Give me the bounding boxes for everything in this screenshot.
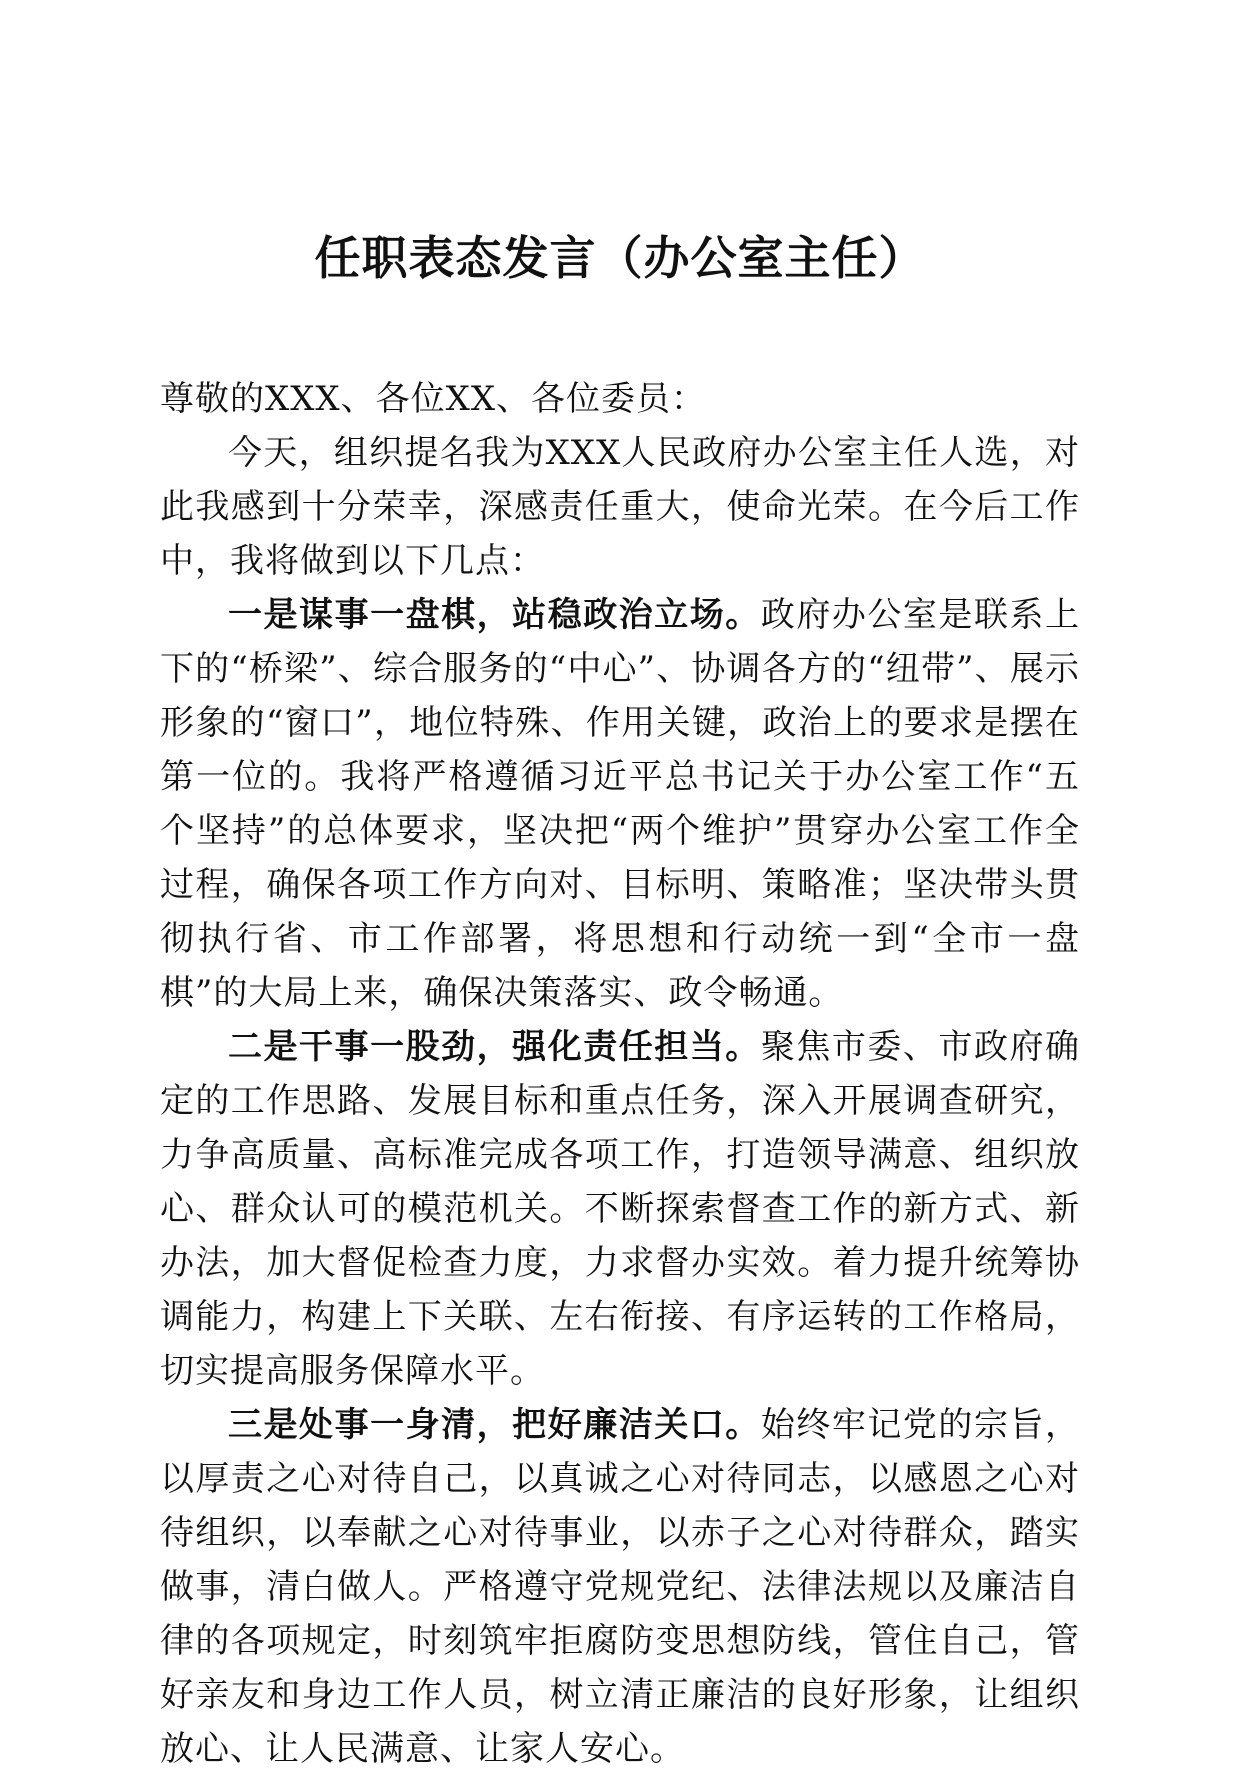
intro-paragraph: 今天，组织提名我为XXX人民政府办公室主任人选，对此我感到十分荣幸，深感责任重大，使命光荣。在今后工作中，我将做到以下几点：: [160, 433, 1080, 581]
point-text-1: 政府办公室是联系上下的“桥梁”、综合服务的“中心”、协调各方的“纽带”、展示形象的“窗口”，地位特殊、作用关键，政治上的要求是摆在第一位的。我将严格遵循习近平总书记关于办公室工作“五个坚持”的总体要求，坚决把“两个维护”贯穿办公室工作全过程，确保各项工作方向对、目标明、策略准；坚决带头贯彻执行省、市工作部署，将思想和行动统一到“全市一盘棋”的大局上来，确保决策落实、政令畅通。: [160, 595, 1081, 1013]
point-lead-1: 一是谋事一盘棋，站稳政治立场。: [228, 595, 761, 635]
point-lead-2: 二是干事一股劲，强化责任担当。: [228, 1027, 761, 1067]
point-paragraph-2: [160, 1020, 1080, 1398]
point-text-3: 始终牢记党的宗旨，以厚责之心对待自己，以真诚之心对待同志，以感恩之心对待组织，以奉献之心对待事业，以赤子之心对待群众，踏实做事，清白做人。严格遵守党规党纪、法律法规以及廉洁自律的各项规定，时刻筑牢拒腐防变思想防线，管住自己，管好亲友和身边工作人员，树立清正廉洁的良好形象，让组织放心、让人民满意、让家人安心。: [160, 1405, 1081, 1769]
point-lead-3: 三是处事一身清，把好廉洁关口。: [228, 1405, 761, 1445]
point-paragraph-1: [160, 588, 1080, 1020]
salutation: 尊敬的XXX、各位XX、各位委员：: [160, 379, 707, 419]
point-paragraph-3: [160, 1398, 1080, 1776]
document-body: [160, 372, 1080, 1776]
point-text-2: 聚焦市委、市政府确定的工作思路、发展目标和重点任务，深入开展调查研究，力争高质量、高标准完成各项工作，打造领导满意、组织放心、群众认可的模范机关。不断探索督查工作的新方式、新办法，加大督促检查力度，力求督办实效。着力提升统筹协调能力，构建上下关联、左右衔接、有序运转的工作格局，切实提高服务保障水平。: [160, 1027, 1081, 1391]
document-title: 任职表态发言（办公室主任）: [314, 231, 926, 285]
